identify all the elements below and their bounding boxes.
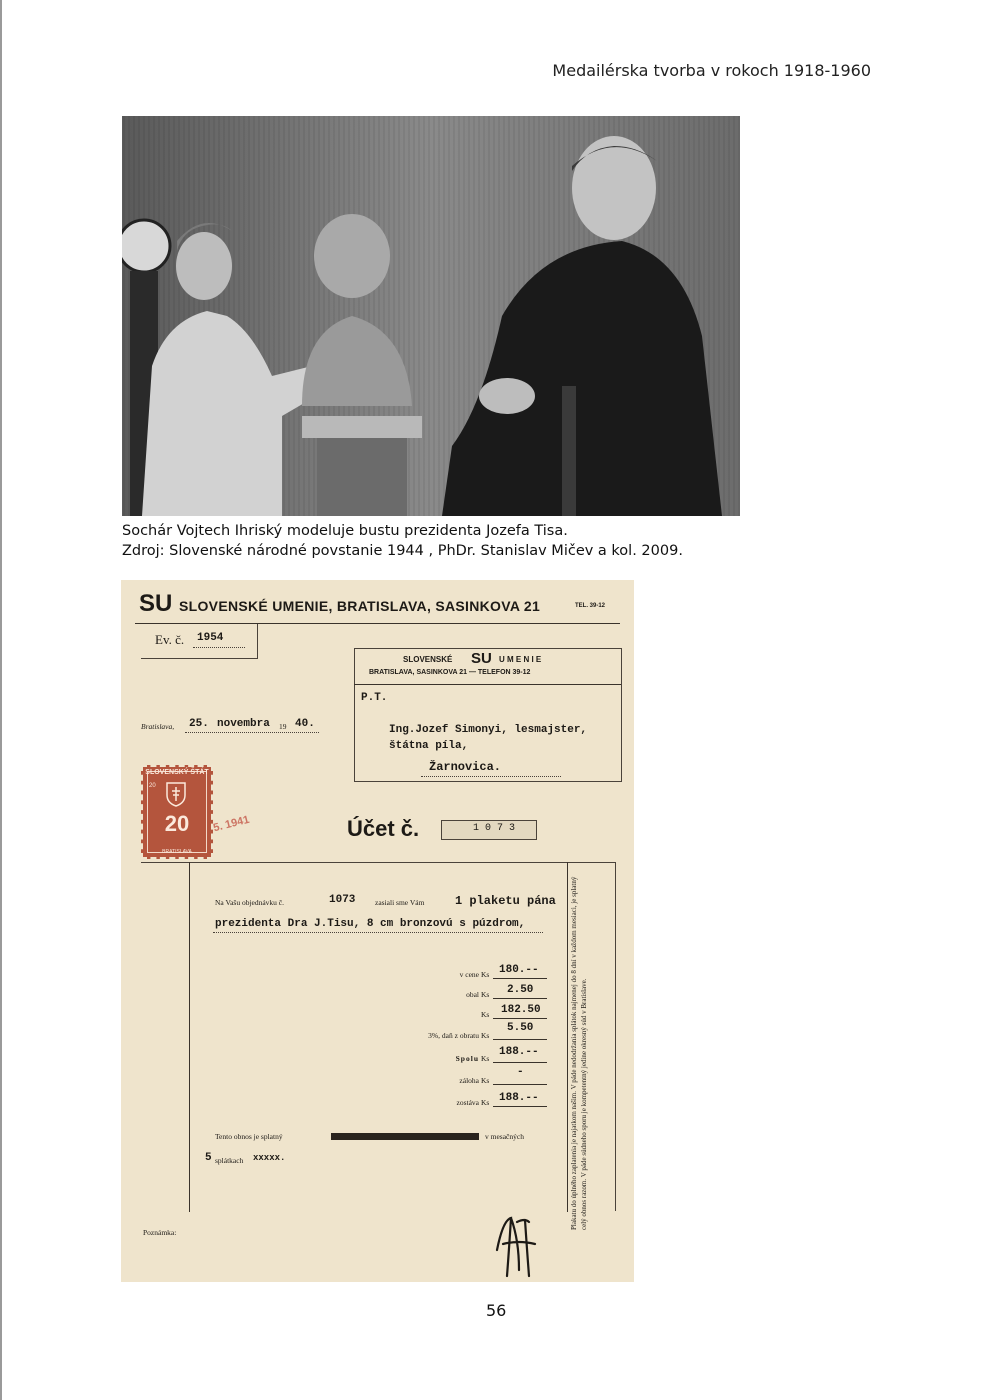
ev-label: Ev. č. — [155, 632, 185, 647]
installment-prefix: Tento obnos je splatný — [215, 1132, 283, 1141]
sender-prefix: SLOVENSKÉ — [403, 655, 453, 664]
row-unit: Ks — [481, 1031, 490, 1040]
installment-redaction — [331, 1133, 479, 1140]
row-unit: Ks — [481, 1098, 490, 1107]
stamp-bottom: BRATISLAVA — [162, 849, 192, 855]
page-edge — [0, 0, 2, 1400]
date-day: 25. — [189, 718, 209, 730]
sender-address: BRATISLAVA, SASINKOVA 21 — TELEFON 39-12 — [369, 669, 531, 676]
running-head: Medailérska tvorba v rokoch 1918-1960 — [552, 61, 871, 80]
row-unit: Ks — [481, 1076, 490, 1085]
recipient-org: štátna píla, — [389, 740, 469, 752]
row-unit: Ks — [481, 970, 490, 979]
row-label: obal — [466, 990, 479, 999]
row-label: v cene — [459, 970, 479, 979]
recipient-city: Žarnovica. — [429, 760, 502, 774]
caption-line-1: Sochár Vojtech Ihriský modeluje bustu prezidenta Jozefa Tisa. — [122, 523, 568, 539]
side-note: Plakatu do úplného zaplatenia je najatkom našim. V páde nedodržania splátok najmenej do 8 dní v každom mesiaci, je splatný celý obnos razom. V páde súdneho sporu je kompetentný jedine okresný súd v Bratislave. — [570, 876, 588, 1230]
stamp-postmark: 5. 1941 — [212, 813, 251, 835]
row-underline — [493, 1039, 547, 1040]
row-value: 188.-- — [499, 1092, 539, 1104]
row-value: 180.-- — [499, 964, 539, 976]
note-label: Poznámka: — [143, 1228, 177, 1237]
row-underline — [493, 998, 547, 999]
header-logo: SU — [139, 590, 173, 617]
page-number: 56 — [486, 1301, 507, 1320]
stamp-title: SLOVENSKÝ ŠTÁT — [145, 769, 209, 776]
stamp-crest-icon — [165, 781, 187, 807]
row-value: - — [517, 1066, 524, 1078]
date-place: Bratislava, — [141, 722, 175, 731]
date-dotline — [185, 732, 319, 733]
header-tel: TEL. 39-12 — [575, 603, 606, 609]
invoice-body-frame — [141, 862, 616, 1211]
sender-suffix: U M E N I E — [499, 655, 542, 664]
row-underline — [493, 1062, 547, 1063]
order-number: 1073 — [329, 894, 356, 906]
address-box-divider — [354, 684, 621, 685]
header-text: SLOVENSKÉ UMENIE, BRATISLAVA, SASINKOVA 21 — [179, 598, 541, 614]
stamp-corner: 20 — [149, 783, 156, 789]
row-label: Spolu — [455, 1054, 479, 1063]
row-unit: Ks — [481, 1054, 490, 1063]
item-line-1: 1 plaketu pána — [455, 894, 556, 908]
date-year-prefix: 19 — [279, 722, 287, 731]
photo-image — [122, 116, 740, 516]
date-year: 40. — [295, 718, 315, 730]
row-underline — [493, 1106, 547, 1107]
invoice-number: 1 0 7 3 — [473, 823, 516, 834]
row-value: 2.50 — [507, 984, 534, 996]
item-line-2: prezidenta Dra J.Tisu, 8 cm bronzovú s púzdrom, — [215, 918, 526, 930]
item-dotline — [213, 932, 543, 933]
invoice-label: Účet č. — [347, 816, 420, 841]
order-prefix: Na Vašu objednávku č. — [215, 898, 285, 907]
row-label: 3%, daň z obratu — [428, 1031, 479, 1040]
installment-count: 5 — [205, 1152, 212, 1164]
revenue-stamp — [141, 765, 213, 859]
photo-sculptor-bust — [122, 116, 740, 516]
installment-suffix: v mesačných — [485, 1132, 524, 1141]
photo-caption — [122, 521, 822, 561]
recipient-name: Ing.Jozef Simonyi, lesmajster, — [389, 724, 588, 736]
scanned-invoice — [121, 580, 634, 1282]
recipient-salutation: P.T. — [361, 692, 388, 704]
ev-dotline — [193, 647, 245, 648]
row-underline — [493, 1018, 547, 1019]
row-unit: Ks — [481, 1010, 490, 1019]
caption-line-2: Zdroj: Slovenské národné povstanie 1944 , PhDr. Stanislav Mičev a kol. 2009. — [122, 543, 683, 559]
date-month: novembra — [217, 718, 270, 730]
invoice-left-rule — [189, 862, 190, 1212]
stamp-value: 20 — [164, 811, 190, 836]
invoice-right-rule — [567, 862, 568, 1212]
row-value: 188.-- — [499, 1046, 539, 1058]
sender-logo: SU — [471, 650, 492, 667]
recipient-city-dotline — [421, 776, 561, 777]
row-value: 5.50 — [507, 1022, 534, 1034]
row-underline — [493, 978, 547, 979]
row-underline — [493, 1084, 547, 1085]
row-value: 182.50 — [501, 1004, 541, 1016]
order-mid: zasiali sme Vám — [375, 898, 425, 907]
installment-word: splátkach — [215, 1156, 244, 1165]
signature — [489, 1210, 549, 1280]
installment-strike: xxxxx. — [253, 1153, 286, 1163]
row-label: zostáva — [456, 1098, 479, 1107]
row-unit: Ks — [481, 990, 490, 999]
ev-number: 1954 — [197, 632, 224, 644]
row-label: záloha — [459, 1076, 479, 1085]
